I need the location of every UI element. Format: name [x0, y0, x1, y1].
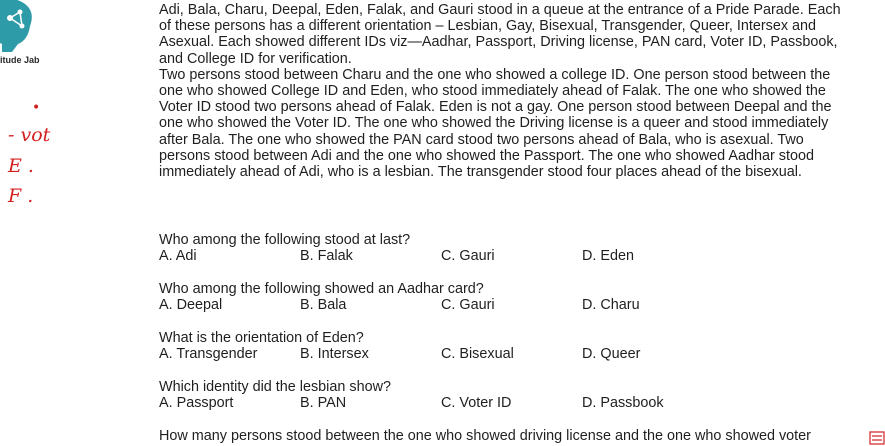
- ink-note-vot: - vot: [8, 124, 51, 146]
- option-c[interactable]: C. Voter ID: [441, 395, 512, 412]
- option-d[interactable]: D. Queer: [582, 346, 641, 363]
- question-3: [159, 330, 641, 363]
- passage-line: one who showed the Voter ID. The one who showed the Driving license is a queer and stood immediately: [159, 115, 829, 132]
- option-d[interactable]: D. Charu: [582, 297, 640, 314]
- option-b[interactable]: B. Falak: [300, 248, 353, 265]
- question-text: What is the orientation of Eden?: [159, 330, 364, 346]
- ink-dot: •: [32, 100, 41, 116]
- option-c[interactable]: C. Gauri: [441, 248, 495, 265]
- option-a[interactable]: A. Adi: [159, 248, 197, 265]
- passage-line: and College ID for verification.: [159, 50, 352, 67]
- option-c[interactable]: C. Bisexual: [441, 346, 514, 363]
- question-4: [159, 379, 664, 412]
- option-a[interactable]: A. Passport: [159, 395, 234, 412]
- ink-note-f: F .: [8, 185, 34, 207]
- question-text: Who among the following showed an Aadhar card?: [159, 281, 484, 297]
- question-5-text: How many persons stood between the one who showed driving license and the one who showed voter: [159, 428, 811, 444]
- passage-line: one who showed College ID and Eden, who stood immediately ahead of Falak. The one who showed the: [159, 83, 826, 100]
- option-c[interactable]: C. Gauri: [441, 297, 495, 314]
- option-a[interactable]: A. Deepal: [159, 297, 223, 314]
- passage-line: Adi, Bala, Charu, Deepal, Eden, Falak, and Gauri stood in a queue at the entrance of a Pride Parade. Each: [159, 2, 841, 18]
- passage-line: Two persons stood between Charu and the one who showed a college ID. One person stood between the: [159, 66, 831, 83]
- passage-line: of these persons has a different orientation – Lesbian, Gay, Bisexual, Transgender, Queer, Intersex and: [159, 18, 817, 35]
- puzzle-passage: [159, 2, 885, 180]
- options-row: [159, 248, 634, 265]
- option-b[interactable]: B. PAN: [300, 395, 347, 412]
- passage-line: Voter ID stood two persons ahead of Falak. Eden is not a gay. One person stood between Deepal and the: [159, 99, 832, 116]
- passage-line: Asexual. Each showed different IDs viz—Aadhar, Passport, Driving license, PAN card, Voter ID, Passbook,: [159, 34, 838, 51]
- passage-line: immediately ahead of Adi, who is a lesbian. The transgender stood four places ahead of the bisexual.: [159, 164, 802, 181]
- logo-text: itude Jab: [0, 55, 40, 65]
- question-1: [159, 232, 634, 265]
- passage-line: persons stood between Adi and the one who showed the Passport. The one who showed Aadhar stood: [159, 147, 814, 164]
- passage-line: after Bala. The one who showed the PAN card stood two persons ahead of Bala, who is asexual. Two: [159, 131, 804, 148]
- options-row: [159, 346, 641, 363]
- options-row: [159, 297, 640, 314]
- option-b[interactable]: B. Intersex: [300, 346, 369, 363]
- option-b[interactable]: B. Bala: [300, 297, 347, 314]
- question-2: [159, 281, 640, 314]
- ink-note-e: E .: [8, 155, 34, 177]
- option-d[interactable]: D. Passbook: [582, 395, 664, 412]
- option-d[interactable]: D. Eden: [582, 248, 634, 265]
- option-a[interactable]: A. Transgender: [159, 346, 258, 363]
- question-text: Who among the following stood at last?: [159, 232, 411, 248]
- question-text: Which identity did the lesbian show?: [159, 379, 391, 395]
- toolbar-icon[interactable]: [869, 430, 885, 446]
- options-row: [159, 395, 664, 412]
